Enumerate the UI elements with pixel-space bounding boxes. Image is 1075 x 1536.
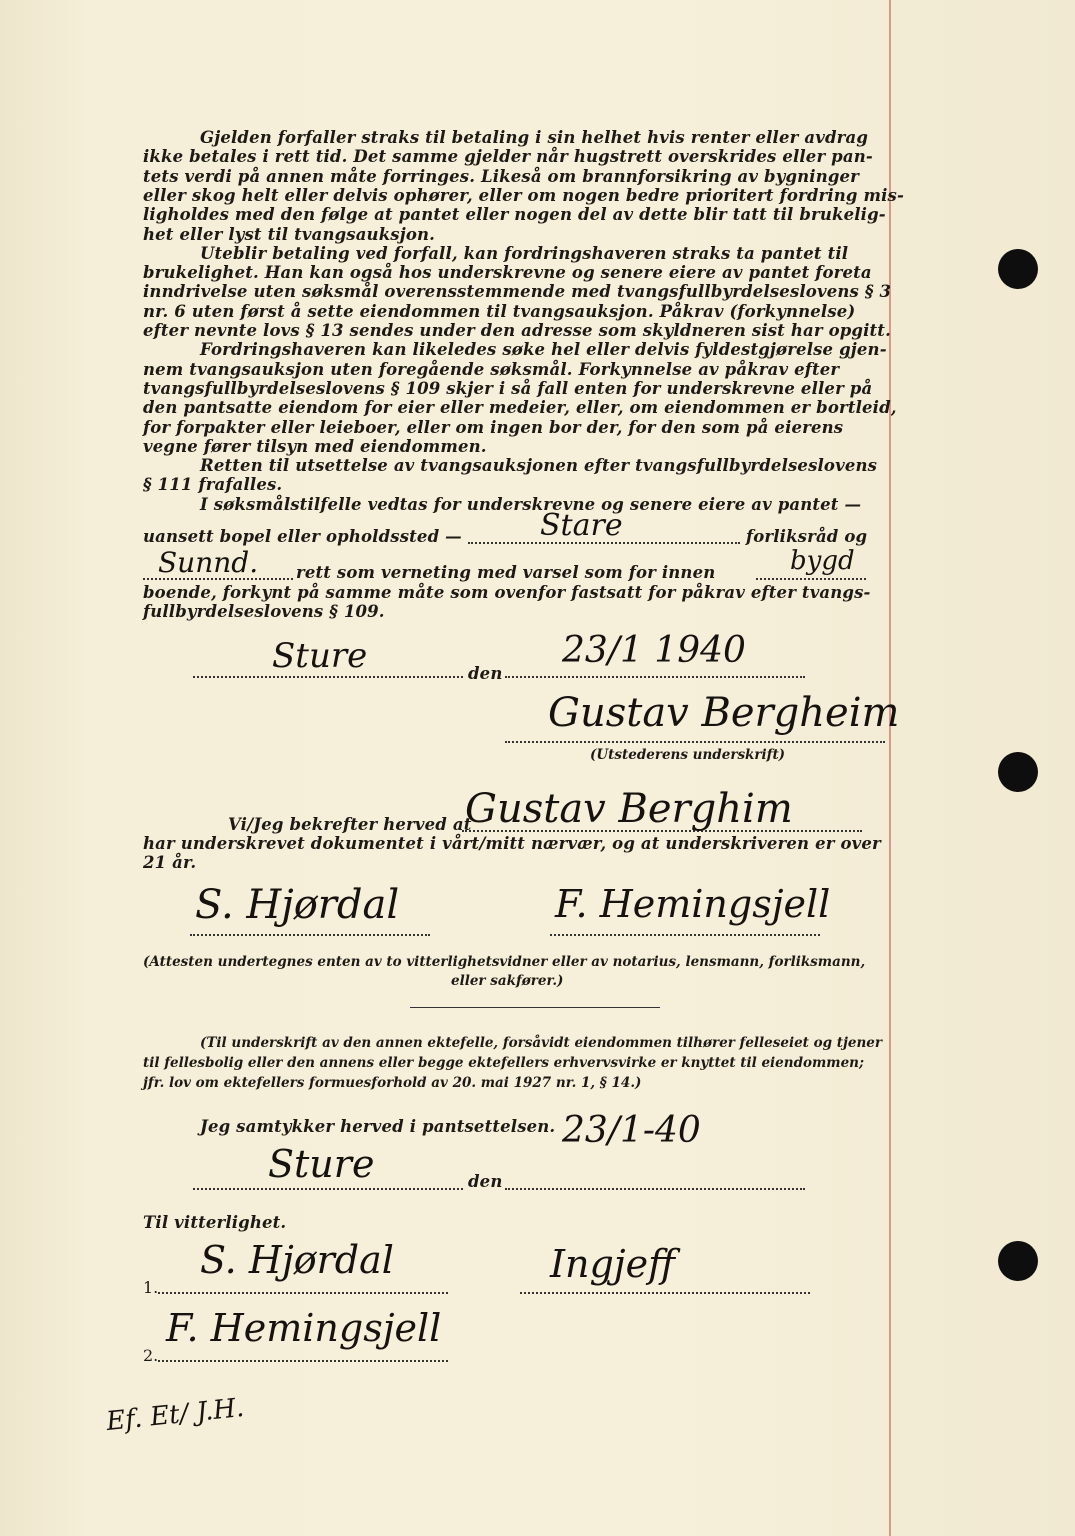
spouse-note-line1: (Til underskrift av den annen ektefelle, forsåvidt eiendommen tilhører felleseiet og tjener [200,1035,882,1051]
margin-note: Ef. Et/ J.H. [104,1392,246,1438]
dotted-line [190,934,430,936]
handwritten-forliksrad: Stare [540,508,623,543]
punch-hole [998,752,1038,792]
attest-line2: har underskrevet dokumentet i vårt/mitt nærvær, og at underskriveren er over [143,834,881,853]
paragraph-line: tets verdi på annen måte forringes. Likeså om brannforsikring av bygninger [143,166,860,186]
venue-line1-start: uansett bopel eller opholdssted — [143,527,462,546]
venue-line3: boende, forkynt på samme måte som ovenfor fastsatt for påkrav efter tvangs- [143,583,871,602]
attested-name: Gustav Berghim [465,786,793,832]
paragraph-line: nem tvangsauksjon uten foregående søksmål. Forkynnelse av påkrav efter [143,359,840,379]
consent-date: 23/1-40 [562,1110,701,1151]
spouse-signature: Ingjeff [550,1242,676,1286]
witness-title: Til vitterlighet. [143,1213,287,1232]
paragraph-line: Retten til utsettelse av tvangsauksjonen efter tvangsfullbyrdelseslovens [200,456,878,476]
issuer-signature: Gustav Bergheim [548,690,900,736]
dotted-line [505,1188,805,1190]
den-label: den [468,664,503,683]
venue-line4: fullbyrdelseslovens § 109. [143,602,385,621]
paragraph-line: Uteblir betaling ved forfall, kan fordringshaveren straks ta pantet til [200,243,849,263]
paragraph-line: § 111 frafalles. [143,475,283,495]
punch-hole [998,249,1038,289]
dotted-line [520,1292,810,1294]
paragraph-line: for forpakter eller leieboer, eller om ingen bor der, for den som på eierens [143,417,844,437]
witness-signature-2: F. Hemingsjell [555,882,831,926]
paragraph-line: vegne fører tilsyn med eiendommen. [143,436,487,456]
venue-line1-end: forliksråd og [746,527,868,546]
issuer-caption: (Utstederens underskrift) [590,747,786,763]
dotted-line [550,934,820,936]
attest-line1: Vi/Jeg bekrefter herved at [228,815,472,834]
witness-signature-1: S. Hjørdal [195,882,400,928]
handwritten-innen: bygd [790,546,855,576]
dotted-line [158,1292,448,1294]
venue-line2: rett som verneting med varsel som for innen [296,563,716,582]
witness-hand-2: F. Hemingsjell [166,1306,442,1350]
paragraph-line: eller skog helt eller delvis ophører, eller om nogen bedre prioritert fordring mis- [143,185,904,205]
handwritten-date: 23/1 1940 [562,630,746,671]
consent-place: Sture [268,1142,375,1186]
spouse-note-line2: til fellesbolig eller den annens eller begge ektefellers erhvervsvirke er knyttet til eiendommen; [143,1055,864,1071]
witness-num-1: 1. [143,1278,159,1297]
attest-note-line1: (Attesten undertegnes enten av to vitterlighetsvidner eller av notarius, lensmann, forliksmann, [143,954,866,970]
consent-text: Jeg samtykker herved i pantsettelsen. [200,1117,556,1136]
dotted-line [193,676,463,678]
dotted-line [756,578,866,580]
dotted-line [158,1360,448,1362]
paragraph-line: Gjelden forfaller straks til betaling i sin helhet hvis renter eller avdrag [200,128,869,147]
spouse-note-line3: jfr. lov om ektefellers formuesforhold av 20. mai 1927 nr. 1, § 14.) [143,1075,642,1091]
punch-hole [998,1241,1038,1281]
paragraph-line: inndrivelse uten søksmål overensstemmende med tvangsfullbyrdelseslovens § 3 [143,282,892,302]
den-label: den [468,1172,503,1191]
paragraph-line: brukelighet. Han kan også hos underskrevne og senere eiere av pantet foreta [143,263,872,283]
dotted-line [193,1188,463,1190]
dotted-line [505,676,805,678]
witness-hand-1: S. Hjørdal [200,1238,394,1282]
divider [410,1007,660,1008]
paragraph-line: Fordringshaveren kan likeledes søke hel eller delvis fyldestgjørelse gjen- [200,340,887,360]
paragraph-line: I søksmålstilfelle vedtas for underskrevne og senere eiere av pantet — [200,494,862,514]
witness-num-2: 2. [143,1346,159,1365]
paragraph-line: efter nevnte lovs § 13 sendes under den adresse som skyldneren sist har opgitt. [143,321,891,340]
handwritten-rett: Sunnd. [158,546,259,579]
paragraph-line: nr. 6 uten først å sette eiendommen til tvangsauksjon. Påkrav (forkynnelse) [143,301,856,321]
attest-note-line2: eller sakfører.) [451,973,564,989]
paragraph-line: het eller lyst til tvangsauksjon. [143,224,436,244]
paragraph-line: den pantsatte eiendom for eier eller medeier, eller, om eiendommen er bortleid, [143,398,897,418]
dotted-line [505,741,885,743]
paragraph-line: tvangsfullbyrdelseslovens § 109 skjer i så fall enten for underskrevne eller på [143,378,873,398]
paragraph-line: ligholdes med den følge at pantet eller nogen del av dette blir tatt til brukelig- [143,205,886,225]
paragraph-line: ikke betales i rett tid. Det samme gjelder når hugstrett overskrides eller pan- [143,147,873,167]
margin-rule [889,0,891,1536]
handwritten-place: Sture [272,636,368,676]
attest-line3: 21 år. [143,853,197,872]
